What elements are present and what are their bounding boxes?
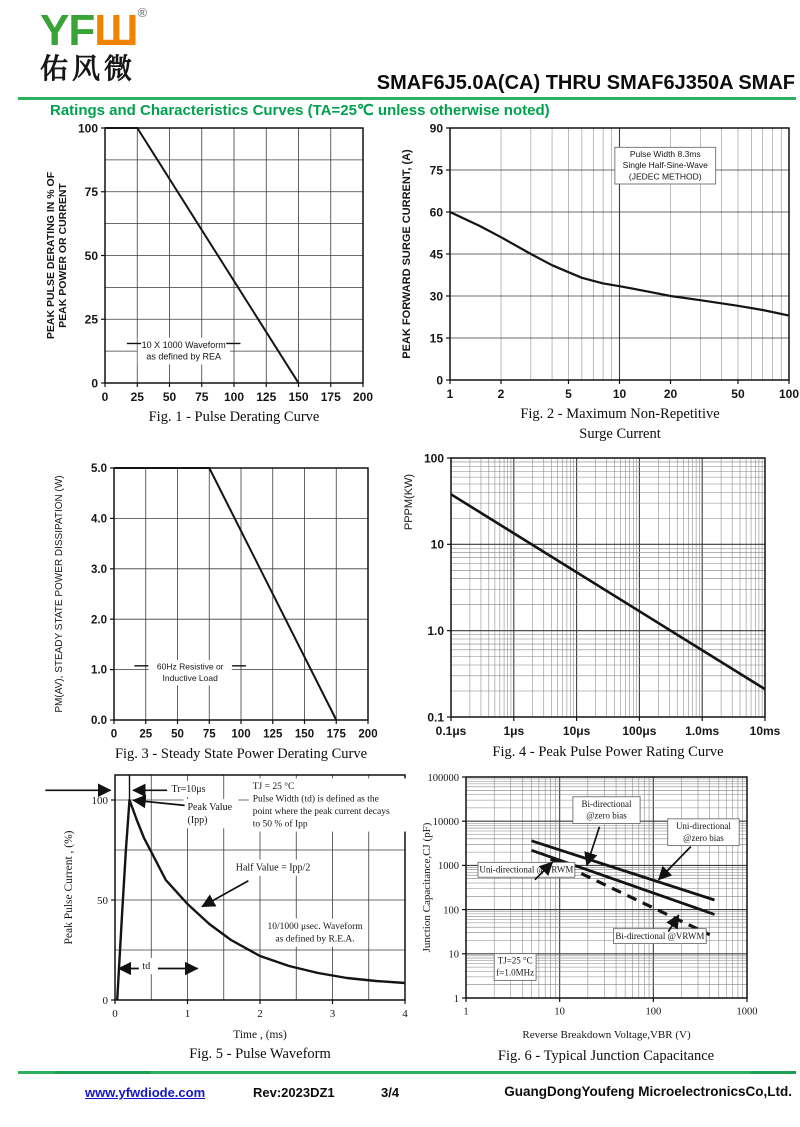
svg-text:10000: 10000 xyxy=(432,816,459,828)
figure-2-caption-line: Surge Current xyxy=(579,426,661,443)
svg-text:200: 200 xyxy=(352,390,374,404)
svg-text:0: 0 xyxy=(102,994,108,1007)
svg-text:10μs: 10μs xyxy=(562,724,591,738)
figure-2-chart xyxy=(398,120,800,402)
svg-text:10: 10 xyxy=(612,387,627,401)
svg-text:100: 100 xyxy=(91,794,108,807)
svg-text:175: 175 xyxy=(320,390,341,404)
svg-text:1: 1 xyxy=(453,993,459,1005)
svg-text:100: 100 xyxy=(645,1006,662,1018)
svg-text:100000: 100000 xyxy=(427,772,459,784)
svg-text:0: 0 xyxy=(91,376,98,391)
svg-text:PPPM(KW): PPPM(KW) xyxy=(403,473,415,531)
svg-text:Uni-directional@zero bias: Uni-directional @zero bias xyxy=(675,820,731,843)
svg-text:30: 30 xyxy=(429,289,443,304)
svg-text:10ms: 10ms xyxy=(749,724,781,738)
svg-text:1.0: 1.0 xyxy=(427,623,444,638)
figure-4-caption xyxy=(407,742,800,762)
svg-text:25: 25 xyxy=(84,312,98,327)
svg-text:60: 60 xyxy=(429,205,443,220)
svg-text:50: 50 xyxy=(84,248,98,263)
series-peak-pulse-power xyxy=(451,494,765,689)
svg-text:50: 50 xyxy=(171,728,184,741)
svg-text:15: 15 xyxy=(429,331,443,346)
svg-text:Time , (ms): Time , (ms) xyxy=(233,1029,287,1041)
svg-text:75: 75 xyxy=(84,185,98,200)
svg-text:Junction Capacitance,CJ (pF): Junction Capacitance,CJ (pF) xyxy=(421,822,433,953)
svg-text:Peak Value(Ipp): Peak Value (Ipp) xyxy=(187,801,233,827)
figure-2 xyxy=(398,120,800,445)
svg-text:PEAK PULSE DERATING IN % OFPEA: PEAK PULSE DERATING IN % OFPEAK POWER OR CURRENT xyxy=(44,171,70,340)
page-title: SMAF6J5.0A(CA) THRU SMAF6J350A SMAF xyxy=(376,72,795,94)
logo-chinese-name: 佑风微 xyxy=(40,53,137,84)
page-number: 3/4 xyxy=(381,1085,400,1100)
svg-text:10/1000 μsec. Waveformas defin: 10/1000 μsec. Waveform as defined by R.E.A. xyxy=(267,922,363,945)
figure-6 xyxy=(420,766,800,1066)
svg-text:100: 100 xyxy=(223,390,245,404)
company-name: GuangDongYoufeng MicroelectronicsCo,Ltd. xyxy=(504,1084,792,1099)
figure-1 xyxy=(38,120,396,427)
svg-text:4: 4 xyxy=(402,1008,408,1020)
svg-text:0: 0 xyxy=(101,390,109,404)
footer-rule-right-segment xyxy=(751,1071,796,1075)
figure-4 xyxy=(398,452,800,762)
figure-5-caption-line: Fig. 5 - Pulse Waveform xyxy=(189,1046,331,1062)
svg-text:Bi-directional@zero bias: Bi-directional @zero bias xyxy=(581,798,632,821)
figure-4-caption-line: Fig. 4 - Peak Pulse Power Rating Curve xyxy=(492,744,724,760)
svg-text:125: 125 xyxy=(263,728,283,741)
svg-text:50: 50 xyxy=(731,387,745,401)
svg-text:Pulse Width 8.3msSingle Half-S: Pulse Width 8.3ms Single Half-Sine-Wave (JEDEC METHOD) xyxy=(622,148,708,182)
svg-text:0.1μs: 0.1μs xyxy=(435,724,467,738)
svg-text:Uni-directional @VRWM: Uni-directional @VRWM xyxy=(479,864,574,875)
svg-text:100μs: 100μs xyxy=(622,724,657,738)
logo-text-green: YF xyxy=(40,6,95,55)
svg-text:10: 10 xyxy=(448,949,459,961)
svg-text:25: 25 xyxy=(139,728,153,741)
svg-text:100: 100 xyxy=(423,452,444,466)
svg-text:60Hz Resistive orInductive Loa: 60Hz Resistive or Inductive Load xyxy=(156,661,224,683)
figure-6-caption xyxy=(416,1046,796,1066)
registered-trademark-icon: ® xyxy=(137,5,147,20)
svg-text:75: 75 xyxy=(195,390,209,404)
figure-3 xyxy=(38,452,396,764)
svg-text:Peak Pulse Current , (%): Peak Pulse Current , (%) xyxy=(63,830,75,945)
revision-label: Rev:2023DZ1 xyxy=(253,1085,335,1100)
svg-text:100: 100 xyxy=(77,121,98,136)
svg-text:0.1: 0.1 xyxy=(427,710,444,725)
svg-text:75: 75 xyxy=(202,728,216,741)
figure-5 xyxy=(38,766,420,1064)
svg-text:2.0: 2.0 xyxy=(91,614,107,627)
figure-3-caption-line: Fig. 3 - Steady State Power Derating Curve xyxy=(114,746,368,762)
svg-text:10: 10 xyxy=(554,1006,565,1018)
logo-text-orange: Ш xyxy=(94,6,138,55)
svg-text:1.0ms: 1.0ms xyxy=(685,724,720,738)
figure-5-caption xyxy=(69,1044,451,1064)
svg-text:1: 1 xyxy=(463,1006,469,1018)
svg-text:100: 100 xyxy=(443,905,459,917)
figure-1-caption xyxy=(55,407,413,427)
svg-text:Bi-directional @VRWM: Bi-directional @VRWM xyxy=(615,930,705,941)
svg-text:20: 20 xyxy=(663,387,678,401)
svg-text:1000: 1000 xyxy=(438,861,459,873)
svg-text:25: 25 xyxy=(130,390,144,404)
svg-text:TJ = 25 °CPulse Width (td) is: TJ = 25 °C Pulse Width (td) is defined as the point where the peak current decays to 50 % of Ipp xyxy=(252,781,390,830)
header-rule xyxy=(18,97,796,100)
svg-text:50: 50 xyxy=(162,390,177,404)
svg-text:1μs: 1μs xyxy=(503,724,525,738)
svg-text:PEAK FORWARD SURGE CURRENT, (A: PEAK FORWARD SURGE CURRENT, (A) xyxy=(401,149,413,359)
footer-rule xyxy=(18,1071,796,1074)
svg-text:0: 0 xyxy=(112,1008,118,1020)
svg-text:45: 45 xyxy=(429,247,443,262)
figure-4-chart xyxy=(398,452,800,740)
brand-logo xyxy=(40,6,146,83)
website-link[interactable]: www.yfwdiode.com xyxy=(85,1085,206,1100)
svg-text:100: 100 xyxy=(231,728,251,741)
figure-3-chart xyxy=(38,452,396,742)
svg-text:1: 1 xyxy=(184,1008,191,1020)
svg-text:0: 0 xyxy=(436,373,443,388)
svg-text:1.0: 1.0 xyxy=(91,664,107,677)
figure-6-chart xyxy=(420,766,800,1044)
series-bi-directional-zero-bias xyxy=(532,850,715,914)
svg-text:200: 200 xyxy=(358,728,378,741)
svg-text:90: 90 xyxy=(429,121,443,136)
section-subtitle: Ratings and Characteristics Curves (TA=25℃ unless otherwise noted) xyxy=(50,102,550,119)
svg-text:5.0: 5.0 xyxy=(91,463,107,476)
svg-text:10: 10 xyxy=(430,537,444,552)
svg-text:50: 50 xyxy=(97,894,108,907)
svg-text:1000: 1000 xyxy=(736,1006,758,1018)
figure-5-chart xyxy=(38,766,420,1042)
svg-text:Tr=10μs: Tr=10μs xyxy=(171,783,206,795)
footer-rule-left-segment xyxy=(55,1071,150,1075)
svg-text:75: 75 xyxy=(429,163,443,178)
svg-text:Reverse Breakdown Voltage,VBR: Reverse Breakdown Voltage,VBR (V) xyxy=(522,1029,691,1041)
svg-text:100: 100 xyxy=(778,387,800,401)
svg-text:2: 2 xyxy=(497,387,505,401)
logo-wordmark xyxy=(40,6,146,53)
svg-text:175: 175 xyxy=(326,728,346,741)
svg-text:3: 3 xyxy=(329,1008,336,1020)
figure-6-caption-line: Fig. 6 - Typical Junction Capacitance xyxy=(497,1048,715,1064)
figure-1-caption-line: Fig. 1 - Pulse Derating Curve xyxy=(148,409,320,425)
svg-text:0: 0 xyxy=(110,728,118,741)
svg-text:4.0: 4.0 xyxy=(91,513,107,526)
figure-1-chart xyxy=(38,120,396,405)
svg-text:150: 150 xyxy=(294,728,315,741)
figure-2-caption xyxy=(419,404,800,445)
svg-text:5: 5 xyxy=(565,387,572,401)
svg-text:1: 1 xyxy=(446,387,454,401)
figure-2-caption-line: Fig. 2 - Maximum Non-Repetitive xyxy=(520,406,720,422)
svg-text:125: 125 xyxy=(256,390,277,404)
svg-text:Half Value = Ipp/2: Half Value = Ipp/2 xyxy=(235,862,311,874)
svg-text:3.0: 3.0 xyxy=(91,563,107,576)
svg-text:150: 150 xyxy=(288,390,309,404)
svg-text:10 X 1000 Waveformas defined b: 10 X 1000 Waveform as defined by REA xyxy=(141,339,226,362)
svg-text:TJ=25 °Cf=1.0MHz: TJ=25 °C f=1.0MHz xyxy=(496,955,535,978)
svg-text:2: 2 xyxy=(257,1008,263,1020)
svg-text:0.0: 0.0 xyxy=(91,715,107,728)
svg-text:PM(AV), STEADY STATE POWER DIS: PM(AV), STEADY STATE POWER DISSIPATION (W) xyxy=(54,475,65,713)
figure-3-caption xyxy=(62,744,420,764)
svg-text:td: td xyxy=(142,960,151,972)
